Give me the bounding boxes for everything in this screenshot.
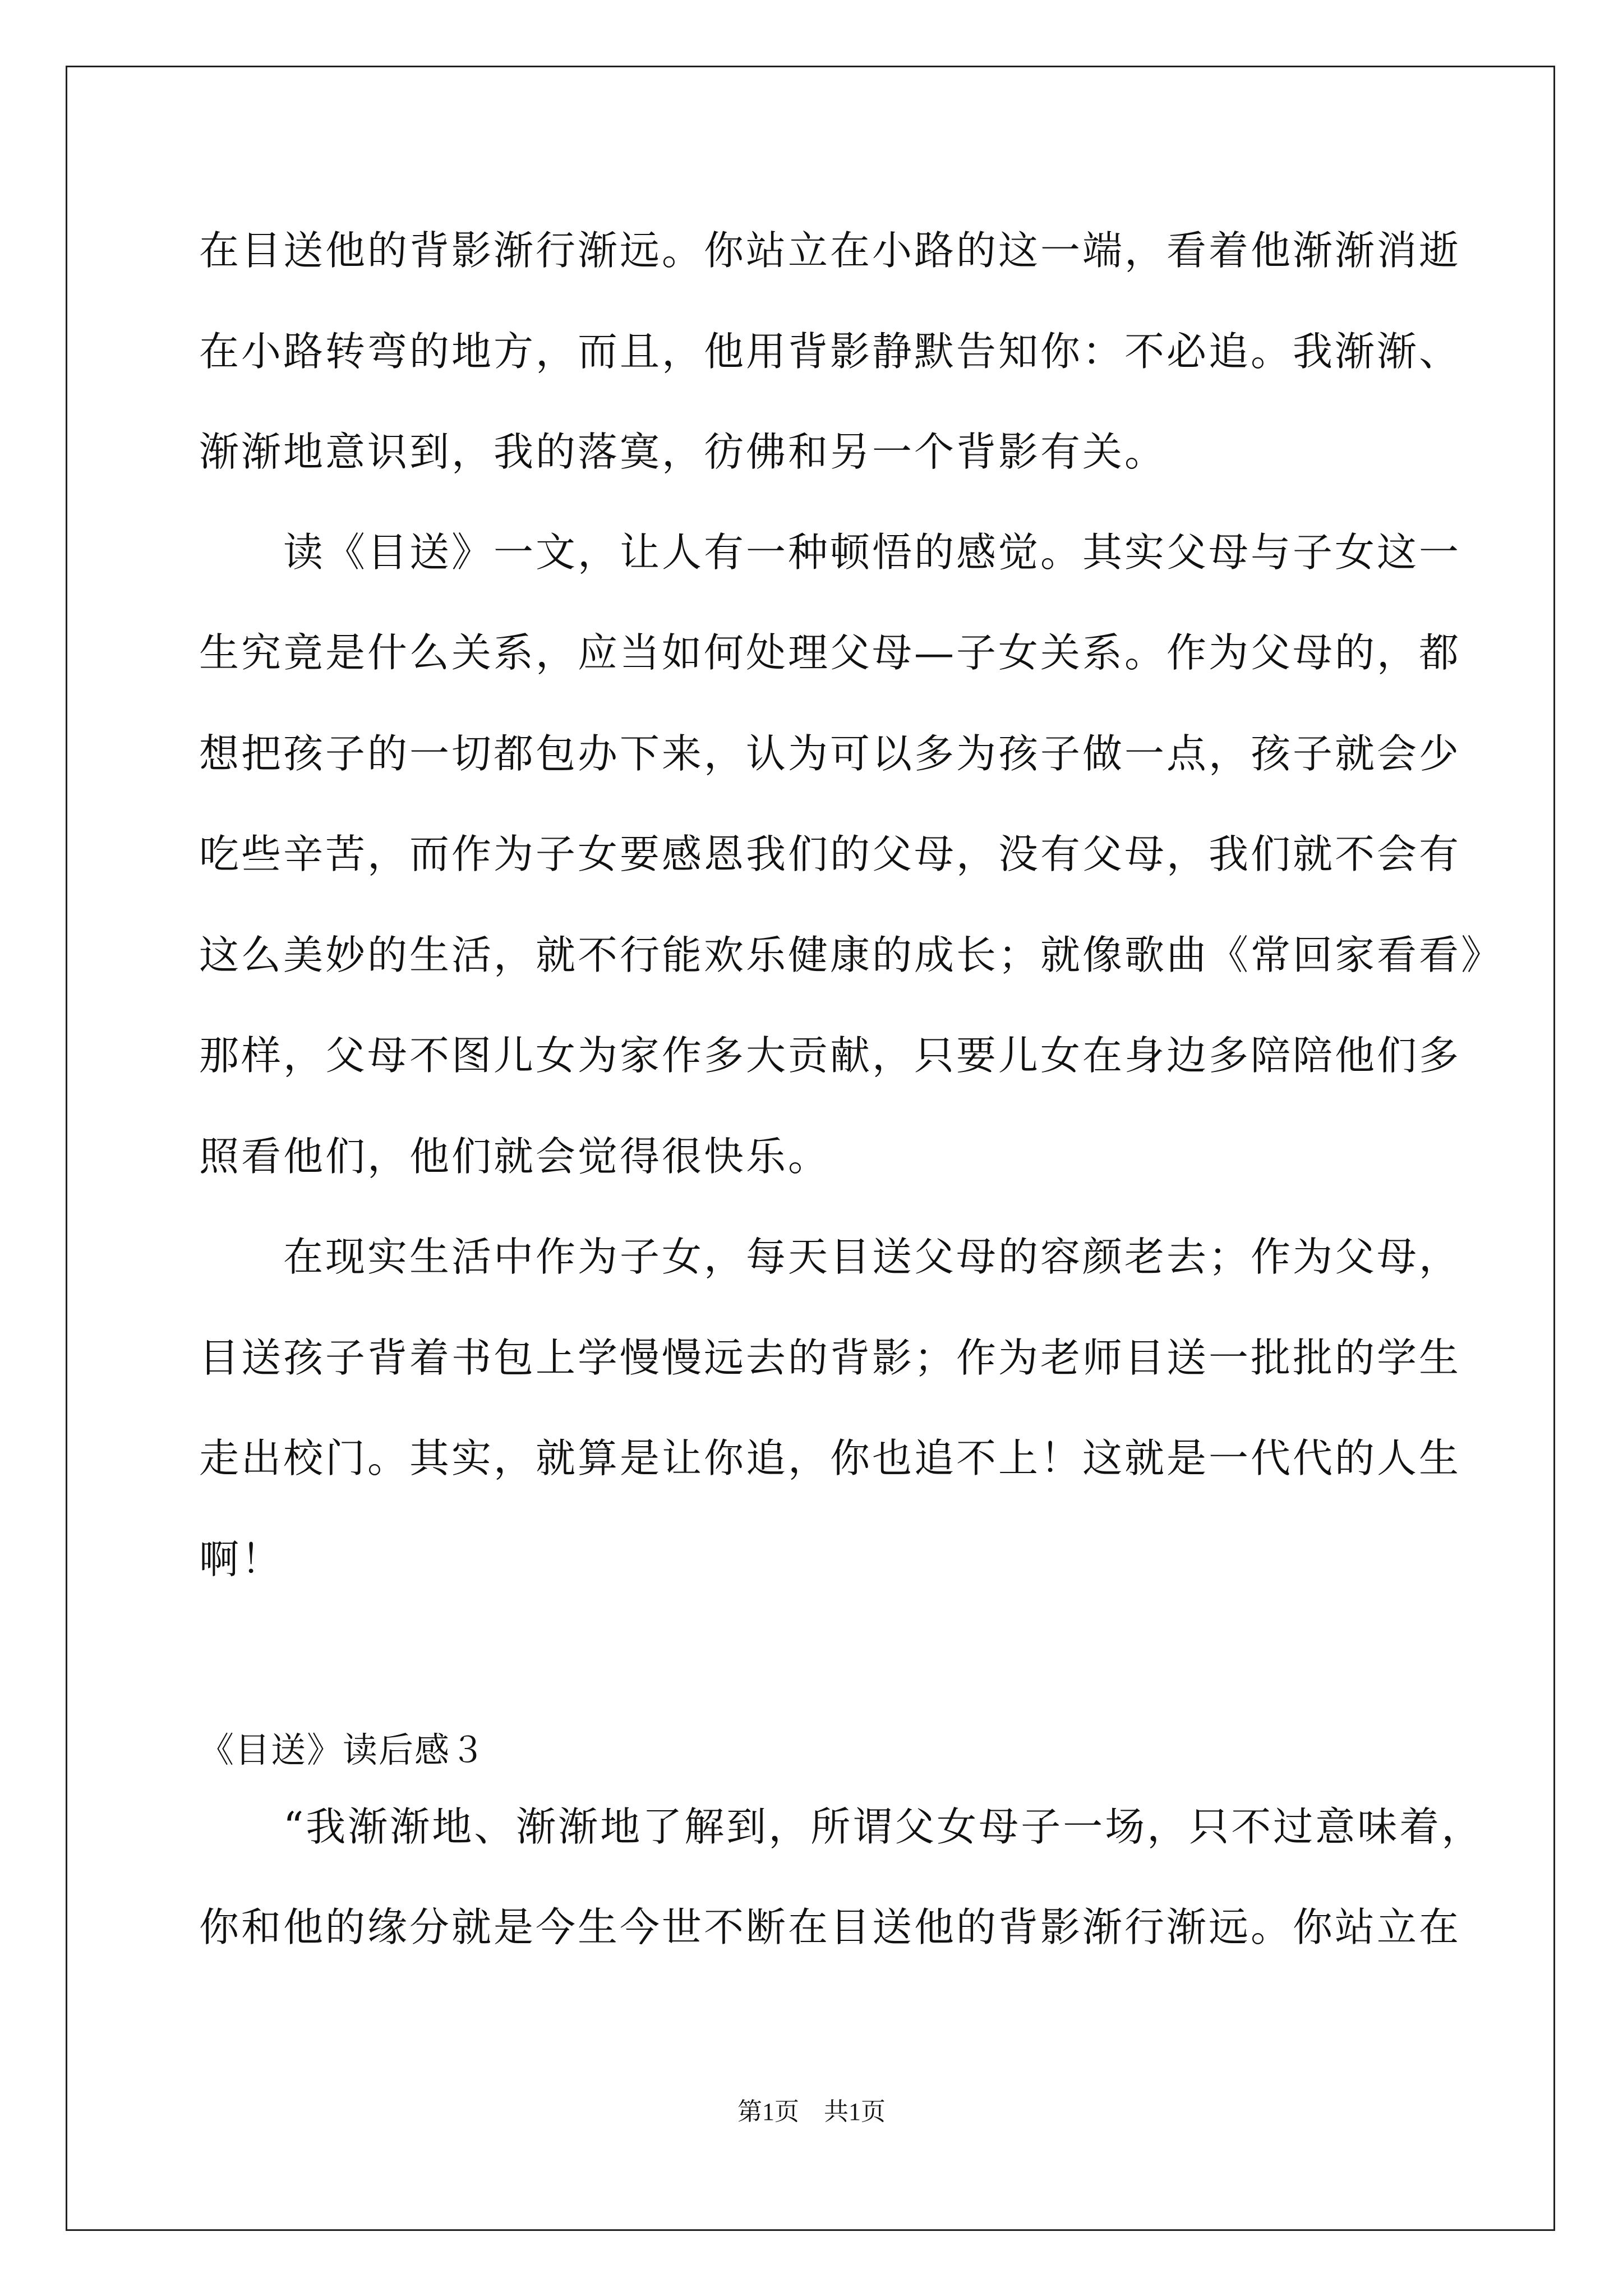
page-number-footer: 第1页 共1页 bbox=[737, 2098, 886, 2125]
body-text-line: 在现实生活中作为子女，每天目送父母的容颜老去；作为父母， bbox=[199, 1234, 1461, 1280]
body-text-line: 照看他们，他们就会觉得很快乐。 bbox=[199, 1133, 831, 1180]
section-heading: 《目送》读后感３ bbox=[199, 1729, 487, 1770]
body-text-line: 你和他的缘分就是今生今世不断在目送他的背影渐行渐远。你站立在 bbox=[199, 1904, 1461, 1950]
body-text-line: 读《目送》一文，让人有一种顿悟的感觉。其实父母与子女这一 bbox=[199, 529, 1461, 576]
body-text-line: 在目送他的背影渐行渐远。你站立在小路的这一端，看着他渐渐消逝 bbox=[199, 227, 1461, 274]
body-text-line: 那样，父母不图儿女为家作多大贡献，只要儿女在身边多陪陪他们多 bbox=[199, 1032, 1461, 1079]
body-text-line: 在小路转弯的地方，而且，他用背影静默告知你：不必追。我渐渐、 bbox=[199, 328, 1461, 375]
body-text-line: 目送孩子背着书包上学慢慢远去的背影；作为老师目送一批批的学生 bbox=[199, 1335, 1461, 1381]
body-text-line: 吃些辛苦，而作为子女要感恩我们的父母，没有父母，我们就不会有 bbox=[199, 831, 1461, 877]
body-text-line: 这么美妙的生活，就不行能欢乐健康的成长；就像歌曲《常回家看看》 bbox=[199, 932, 1504, 978]
body-text-line: 渐渐地意识到，我的落寞，彷佛和另一个背影有关。 bbox=[199, 429, 1167, 475]
body-text-line: 啊！ bbox=[199, 1536, 284, 1582]
body-text-line: 生究竟是什么关系，应当如何处理父母—子女关系。作为父母的，都 bbox=[199, 629, 1461, 676]
body-text-line: “我渐渐地、渐渐地了解到，所谓父女母子一场，只不过意味着， bbox=[199, 1803, 1484, 1850]
body-text-line: 想把孩子的一切都包办下来，认为可以多为孩子做一点，孩子就会少 bbox=[199, 730, 1461, 777]
body-text-line: 走出校门。其实，就算是让你追，你也追不上！这就是一代代的人生 bbox=[199, 1435, 1461, 1481]
